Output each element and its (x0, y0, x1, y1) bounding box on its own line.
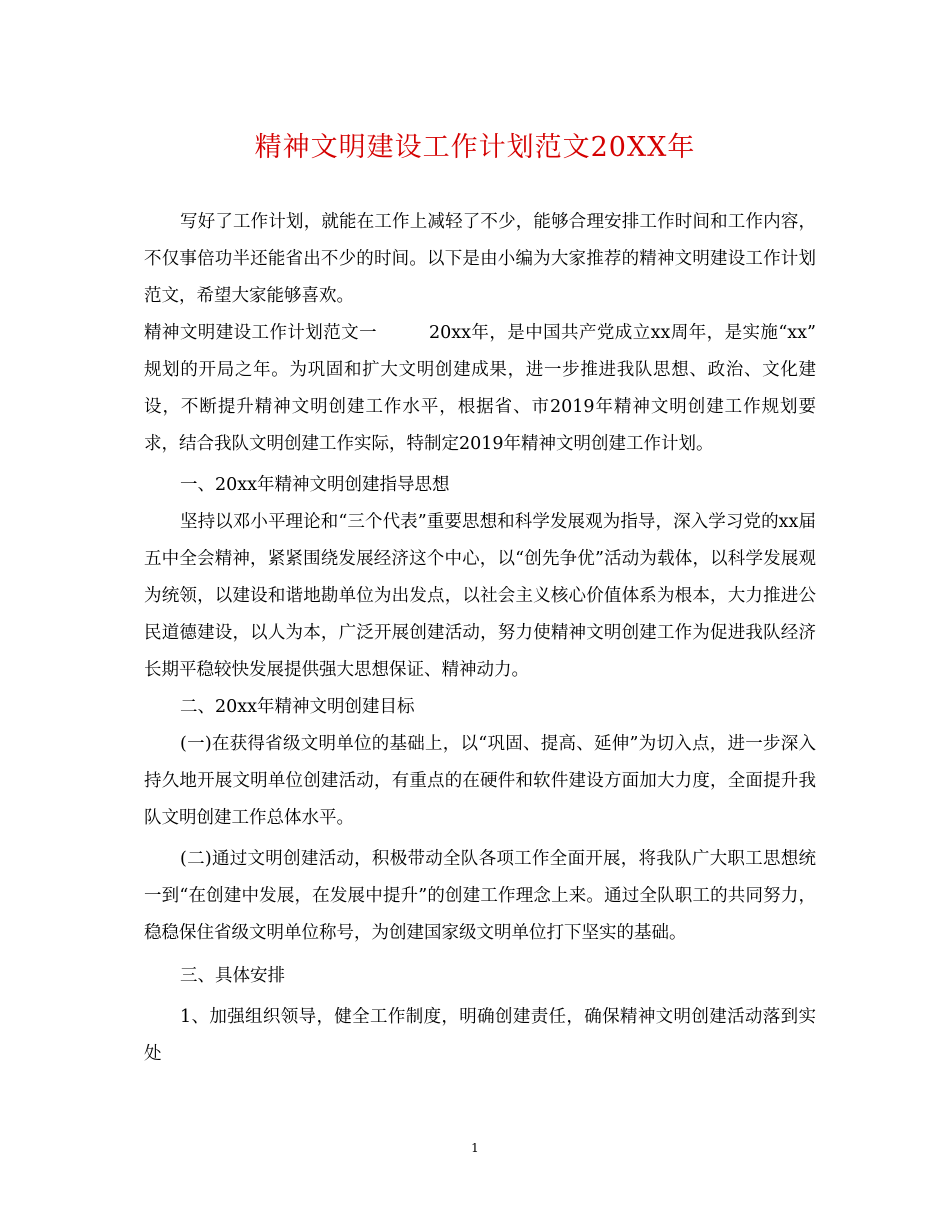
section-1-body: 坚持以邓小平理论和“三个代表”重要思想和科学发展观为指导，深入学习党的xx届五中全会精神，紧紧围绕发展经济这个中心，以“创先争优”活动为载体，以科学发展观为统领，以建设和谐地勘单位为出发点，以社会主义核心价值体系为根本，大力推进公民道德建设，以人为本，广泛开展创建活动，努力使精神文明创建工作为促进我队经济长期平稳较快发展提供强大思想保证、精神动力。 (144, 512, 816, 680)
page-number: 1 (471, 1141, 479, 1155)
section-2-heading: 二、20xx年精神文明创建目标 (180, 697, 415, 717)
section-2-item-2: (二)通过文明创建活动，积极带动全队各项工作全面开展，将我队广大职工思想统一到“在创建中发展，在发展中提升”的创建工作理念上来。通过全队职工的共同努力，稳稳保住省级文明单位称号，为创建国家级文明单位打下坚实的基础。 (144, 849, 816, 943)
intro-paragraph: 写好了工作计划，就能在工作上减轻了不少，能够合理安排工作时间和工作内容，不仅事倍功半还能省出不少的时间。以下是由小编为大家推荐的精神文明建设工作计划范文，希望大家能够喜欢。 (144, 212, 816, 306)
document-title: 精神文明建设工作计划范文20XX年 (254, 132, 696, 163)
section-1-heading: 一、20xx年精神文明创建指导思想 (180, 475, 450, 495)
section-3-item-1: 1、加强组织领导，健全工作制度，明确创建责任，确保精神文明创建活动落到实处 (144, 1007, 816, 1064)
sample-opening: 20xx年，是中国共产党成立xx周年，是实施“xx” 规划的开局之年。为巩固和扩大文明创建成果，进一步推进我队思想、政治、文化建设，不断提升精神文明创建工作水平，根据省、市2019年精神文明创建工作规划要求，结合我队文明创建工作实际，特制定2019年精神文明创建工作计划。 (144, 323, 816, 454)
section-3-heading: 三、具体安排 (180, 966, 285, 986)
section-2-item-1: (一)在获得省级文明单位的基础上，以“巩固、提高、延伸”为切入点，进一步深入持久地开展文明单位创建活动，有重点的在硬件和软件建设方面加大力度，全面提升我队文明创建工作总体水平。 (144, 734, 816, 828)
sample-paragraph (144, 315, 816, 463)
sample-label: 精神文明建设工作计划范文一 (144, 323, 377, 343)
document-body (144, 204, 816, 1073)
